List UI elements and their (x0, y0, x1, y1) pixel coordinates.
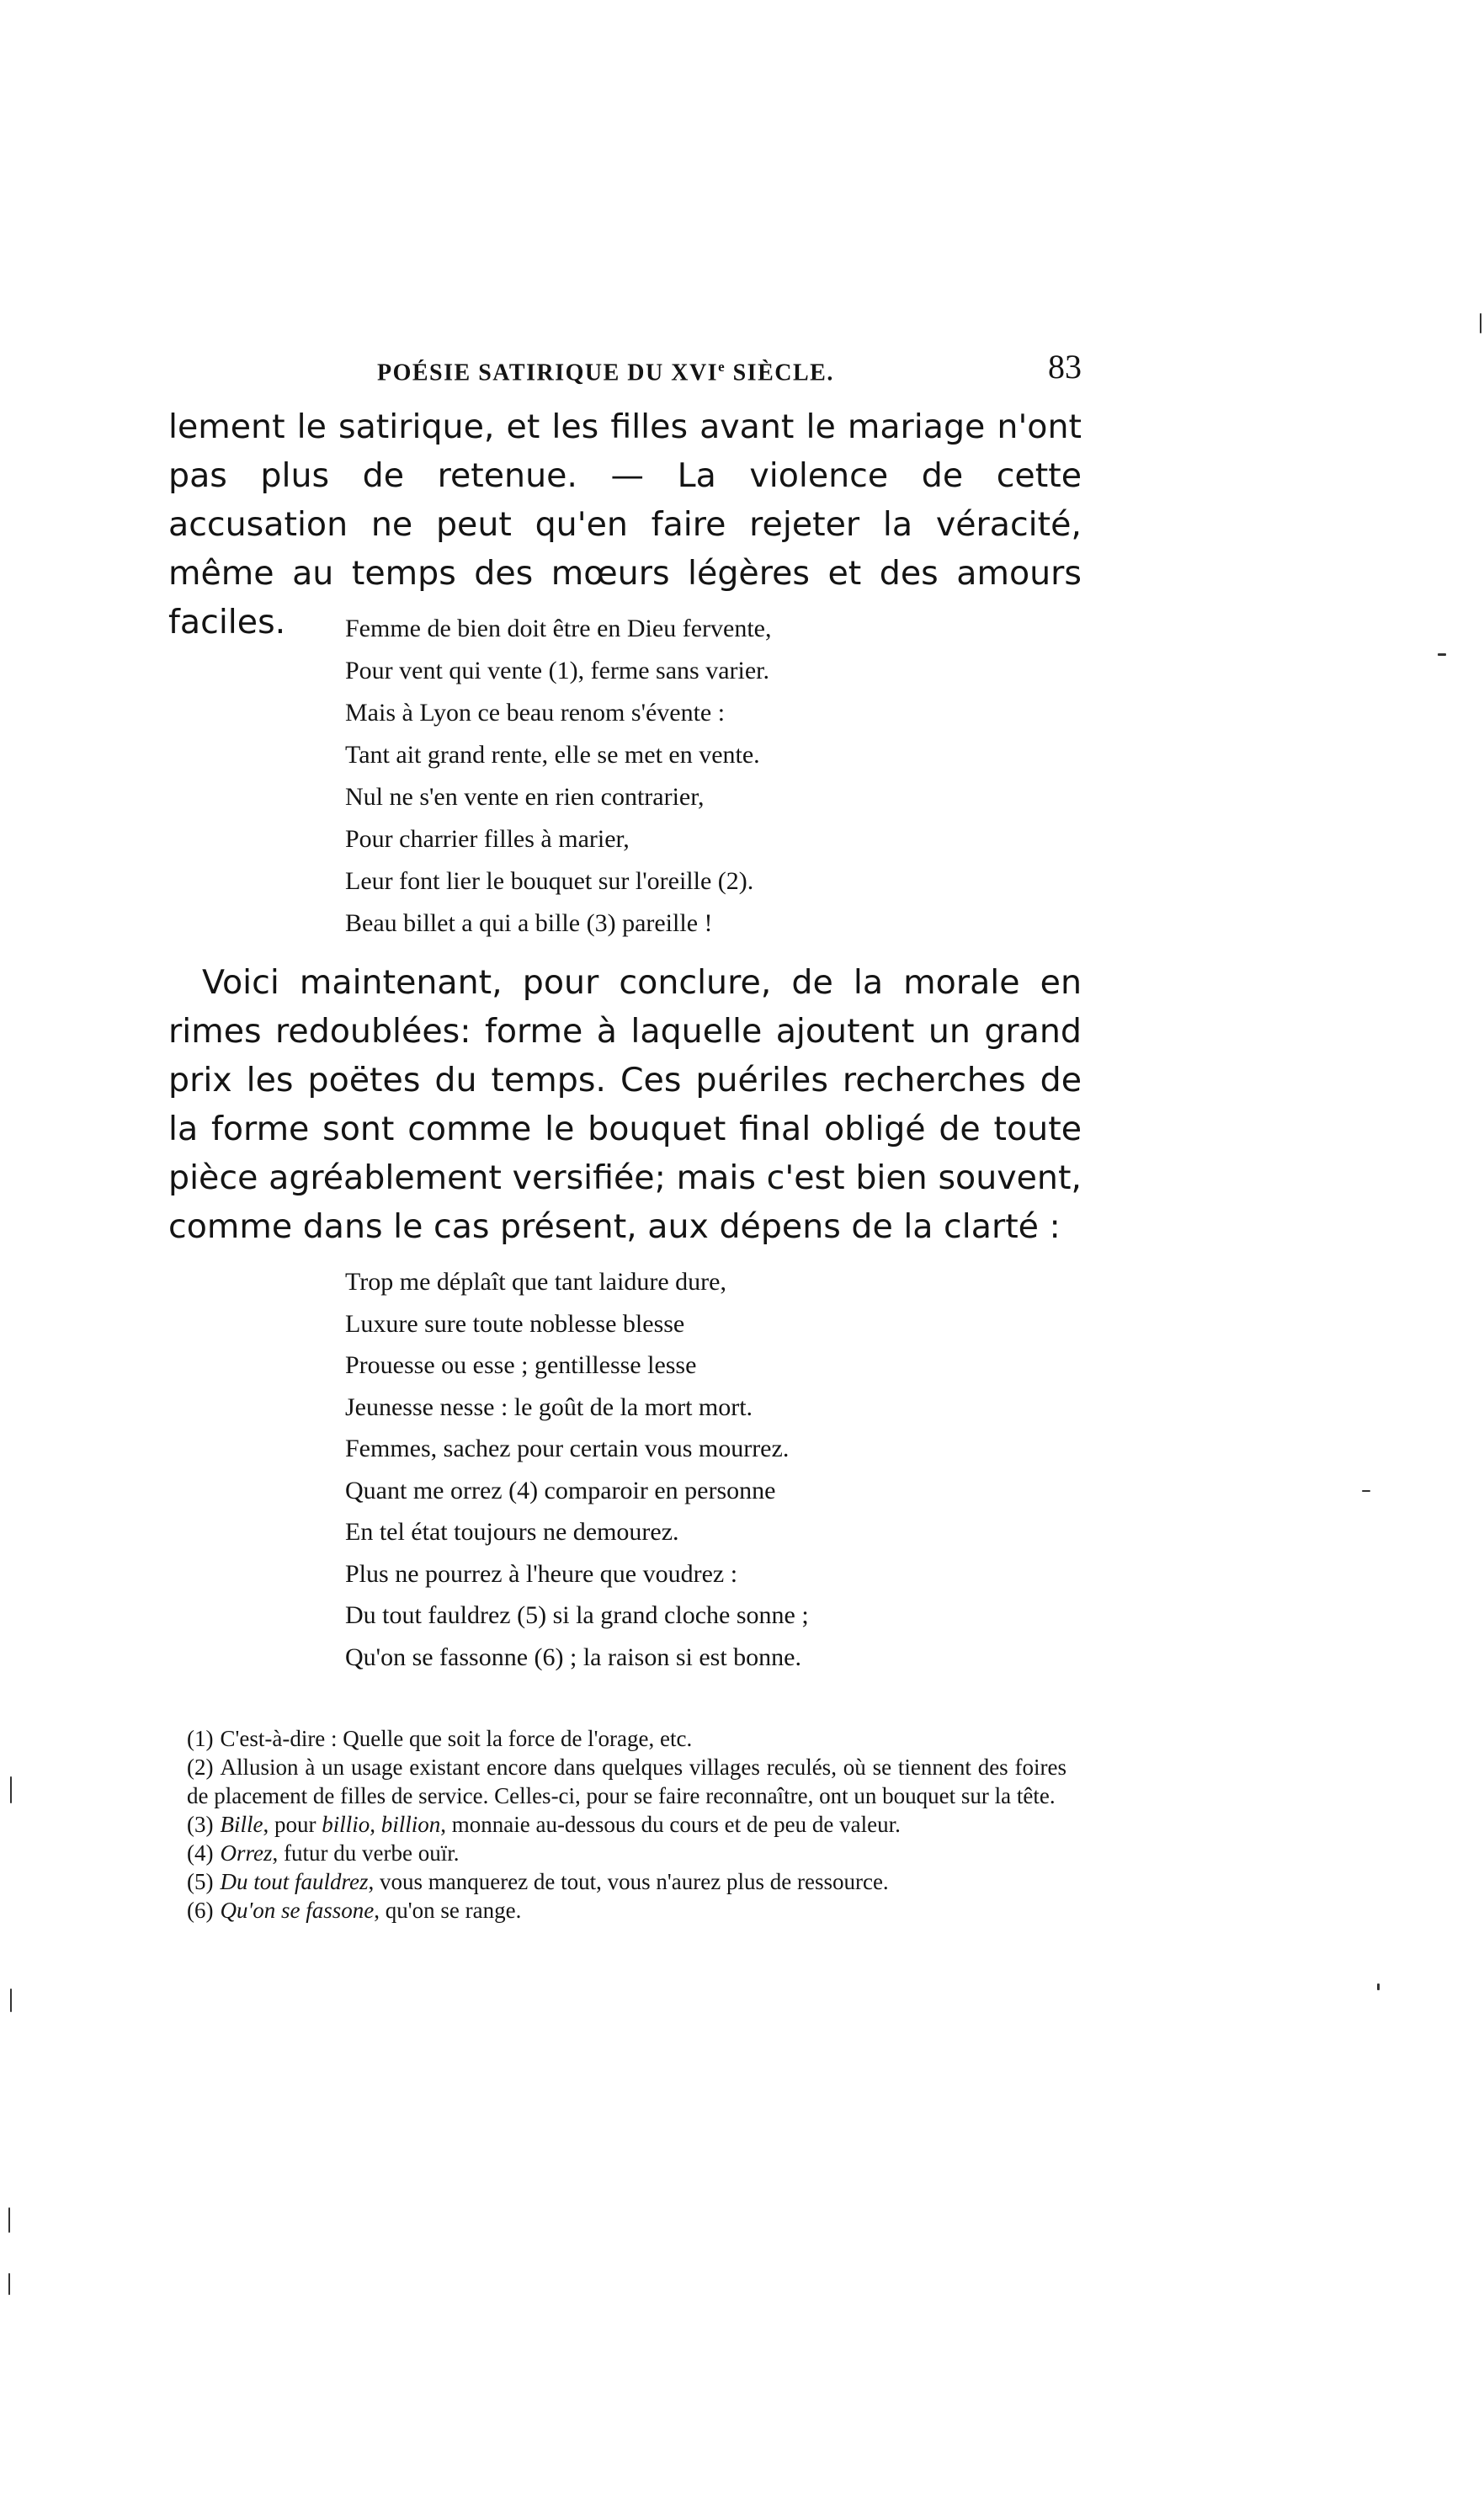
page-number: 83 (1048, 348, 1082, 386)
paragraph-morale: Voici maintenant, pour conclure, de la morale en rimes redoublées: forme à laquelle ajoutent un grand prix les poëtes du temps. Ces puériles recherches de la forme sont comme le bouquet final obligé de toute pièce agréablement versifiée; mais c'est bien souvent, comme dans le cas présent, aux dépens de la clarté : (168, 963, 1082, 1246)
verse-line: Du tout fauldrez (5) si la grand cloche sonne ; (345, 1601, 809, 1629)
footnote-text: , monnaie au-dessous du cours et de peu de valeur. (440, 1812, 901, 1837)
verse-line: Femmes, sachez pour certain vous mourrez. (345, 1435, 790, 1462)
verse-line: Qu'on se fassonne (6) ; la raison si est bonne. (345, 1643, 801, 1671)
footnote-text: , qu'on se range. (374, 1898, 522, 1923)
footnote-term: Orrez (220, 1840, 273, 1866)
running-title-end: SIÈCLE. (726, 359, 834, 386)
footnotes (187, 1724, 1066, 1925)
scan-speck (1362, 1490, 1370, 1492)
footnote-text: , futur du verbe ouïr. (272, 1840, 460, 1866)
verse-line: Plus ne pourrez à l'heure que voudrez : (345, 1559, 738, 1588)
scan-speck (1438, 653, 1446, 656)
verse-line: Tant ait grand rente, elle se met en vente. (345, 741, 760, 769)
footnote-marker: (3) (187, 1812, 214, 1837)
footnote-text: , vous manquerez de tout, vous n'aurez plus de ressource. (368, 1869, 889, 1894)
scan-speck (1480, 313, 1481, 333)
footnote-term: billio, billion (322, 1812, 441, 1837)
footnote-1 (187, 1724, 1066, 1753)
verse-line: En tel état toujours ne demourez. (345, 1518, 679, 1546)
verse-line: Luxure sure toute noblesse blesse (345, 1309, 685, 1338)
running-title-superscript: e (718, 359, 726, 375)
verse-line: Pour vent qui vente (1), ferme sans varier. (345, 657, 770, 684)
footnote-marker: (5) (187, 1869, 214, 1894)
paragraph-continued: lement le satirique, et les filles avant le mariage n'ont pas plus de retenue. — La violence de cette accusation ne peut qu'en faire rejeter la véracité, même au temps des mœurs légères et des amours faciles. (168, 407, 1082, 642)
footnote-term: Bille (220, 1812, 263, 1837)
scan-speck (8, 2207, 10, 2233)
verse-line: Quant me orrez (4) comparoir en personne (345, 1476, 776, 1504)
footnote-marker: (6) (187, 1898, 214, 1923)
footnote-text: , pour (263, 1812, 322, 1837)
scan-speck (10, 1989, 12, 2012)
footnote-term: Du tout fauldrez (220, 1869, 369, 1894)
verse-line: Leur font lier le bouquet sur l'oreille (2). (345, 867, 754, 895)
footnote-3 (187, 1810, 1066, 1839)
running-head (168, 347, 1082, 397)
scan-speck (8, 2273, 10, 2295)
footnote-marker: (1) (187, 1726, 214, 1751)
verse-stanza-rimes-redoublees (345, 1261, 809, 1678)
footnote-5 (187, 1867, 1066, 1896)
verse-line: Prouesse ou esse ; gentillesse lesse (345, 1351, 697, 1379)
footnote-2 (187, 1753, 1066, 1810)
running-title-main: POÉSIE SATIRIQUE DU XVI (377, 359, 719, 386)
verse-line: Trop me déplaît que tant laidure dure, (345, 1268, 726, 1296)
verse-line: Beau billet a qui a bille (3) pareille ! (345, 909, 713, 937)
running-title (377, 359, 834, 386)
verse-line: Mais à Lyon ce beau renom s'évente : (345, 699, 726, 727)
verse-stanza-lyon (345, 608, 771, 945)
footnote-marker: (4) (187, 1840, 214, 1866)
verse-line: Femme de bien doit être en Dieu fervente, (345, 615, 772, 642)
footnote-text: Allusion à un usage existant encore dans quelques villages reculés, où se tiennent des foires de placement de filles de service. Celles-ci, pour se faire reconnaître, ont un bouquet sur la tête. (187, 1755, 1066, 1808)
verse-line: Nul ne s'en vente en rien contrarier, (345, 783, 705, 811)
footnote-4 (187, 1839, 1066, 1867)
verse-line: Pour charrier filles à marier, (345, 825, 630, 853)
footnote-6 (187, 1896, 1066, 1925)
verse-line: Jeunesse nesse : le goût de la mort mort. (345, 1392, 753, 1421)
scan-speck (10, 1776, 12, 1803)
footnote-text: C'est-à-dire : Quelle que soit la force de l'orage, etc. (220, 1726, 693, 1751)
footnote-term: Qu'on se fassone (220, 1898, 375, 1923)
scan-speck (1377, 1984, 1380, 1990)
footnote-marker: (2) (187, 1755, 214, 1780)
